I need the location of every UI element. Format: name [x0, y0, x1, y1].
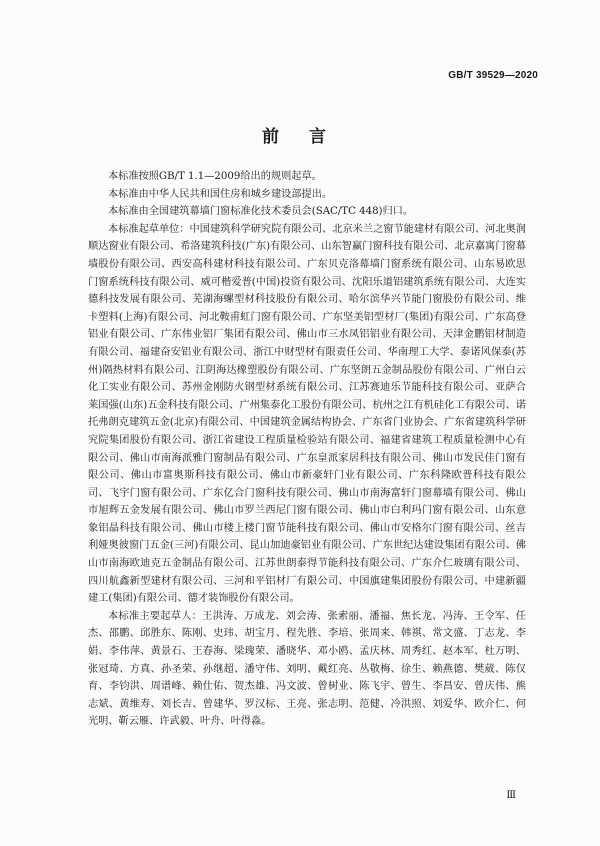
paragraph-drafting-units: 本标准起草单位：中国建筑科学研究院有限公司、北京米兰之窗节能建材有限公司、河北奥润顺达窗业有限公司、希洛建筑科技(广东)有限公司、山东智赢门窗科技有限公司、北京嘉寓门窗幕墙股份有限公司、西安高科建材科技有限公司、广东贝克洛幕墙门窗系统有限公司、山东易欧思门窗系统科技有限公司、威可楷爱普(中国)投资有限公司、沈阳乐道铝建筑系统有限公司、大连实德科技发展有限公司、芜湖海螺型材科技股份有限公司、哈尔滨华兴节能门窗股份有限公司、维卡塑料(上海)有限公司、河北鞍甫虹门窗有限公司、广东坚美铝型材厂(集团)有限公司、广东高登铝业有限公司、广东伟业铝厂集团有限公司、佛山市三水凤铝铝业有限公司、天津金鹏铝材制造有限公司、福建奋安铝业有限公司、浙江中财型材有限责任公司、华南理工大学、泰诺风保泰(苏州)隔热材料有限公司、江阴海达橡塑股份有限公司、广东坚朗五金制品股份有限公司、广州白云化工实业有限公司、苏州金刚防火钢型材系统有限公司、江苏赛迪乐节能科技有限公司、亚萨合莱国强(山东)五金科技有限公司、广州集泰化工股份有限公司、杭州之江有机硅化工有限公司、诺托弗朗克建筑五金(北京)有限公司、中国建筑金属结构协会、广东省门业协会、广东省建筑科学研究院集团股份有限公司、浙江省建设工程质量检验站有限公司、福建省建筑工程质量检测中心有限公司、佛山市南海派雅门窗制品有限公司、广东皇派家居科技有限公司、佛山市发民佳门窗有限公司、佛山市富奥斯科技有限公司、佛山市新豪轩门业有限公司、广东科隆欧普科技有限公司、飞宇门窗有限公司、广东亿合门窗科技有限公司、佛山市南海富轩门窗幕墙有限公司、佛山市旭辉五金发展有限公司、佛山市罗兰西尼门窗有限公司、佛山市白利玛门窗有限公司、山东意象铝晶科技有限公司、佛山市楼上楼门窗节能科技有限公司、佛山市安格尔门窗有限公司、丝吉利娅奥彼窗门五金(三河)有限公司、昆山加迪豪铝业有限公司、广东世纪达建设集团有限公司、佛山市南海欧迪克五金制品有限公司、江苏世朗泰得节能科技有限公司、广东介仁玻璃有限公司、四川航鑫新型建材有限公司、三河和平铝材厂有限公司、中国旗建集团股份有限公司、中建新疆建工(集团)有限公司、德才装饰股份有限公司。	[88, 223, 526, 605]
standard-number: GB/T 39529—2020	[448, 70, 538, 81]
page-title: 前 言	[262, 127, 338, 147]
paragraph-drafting-rules: 本标准按照GB/T 1.1—2009给出的规则起草。	[108, 171, 322, 182]
paragraph-main-drafters: 本标准主要起草人：王洪涛、万成龙、刘会涛、张索丽、潘福、焦长龙、冯涛、王令军、任杰、邵鹏、邱胜东、陈刚、史玮、胡宝月、程先胜、李培、张周来、韩祺、常文盛、丁志龙、李娟、李伟萍、黄景石、王春海、梁瑰荣、潘晓华、邓小鸥、孟庆林、周秀红、赵本军、杜万明、张冠琦、方真、孙圣荣、孙继超、潘守伟、刘明、戴红亮、丛敬梅、徐生、赖燕德、樊葳、陈仅育、李钧洪、周谱峰、赖仕佑、贺杰雄、冯文波、曾树业、陈飞宇、曾生、李昌安、曾庆伟、熊志斌、黄维寿、刘长吉、曾建华、罗汉标、王亮、张志明、范健、冷洪照、刘爱华、欧介仁、何光明、靳云雁、许武毅、叶舟、叶得淼。	[88, 610, 526, 728]
page-number: Ⅲ	[506, 790, 516, 801]
paragraph-committee: 本标准由全国建筑幕墙门窗标准化技术委员会(SAC/TC 448)归口。	[108, 206, 414, 218]
paragraph-proposer: 本标准由中华人民共和国住房和城乡建设部提出。	[108, 188, 333, 200]
foreword-body	[88, 168, 526, 731]
